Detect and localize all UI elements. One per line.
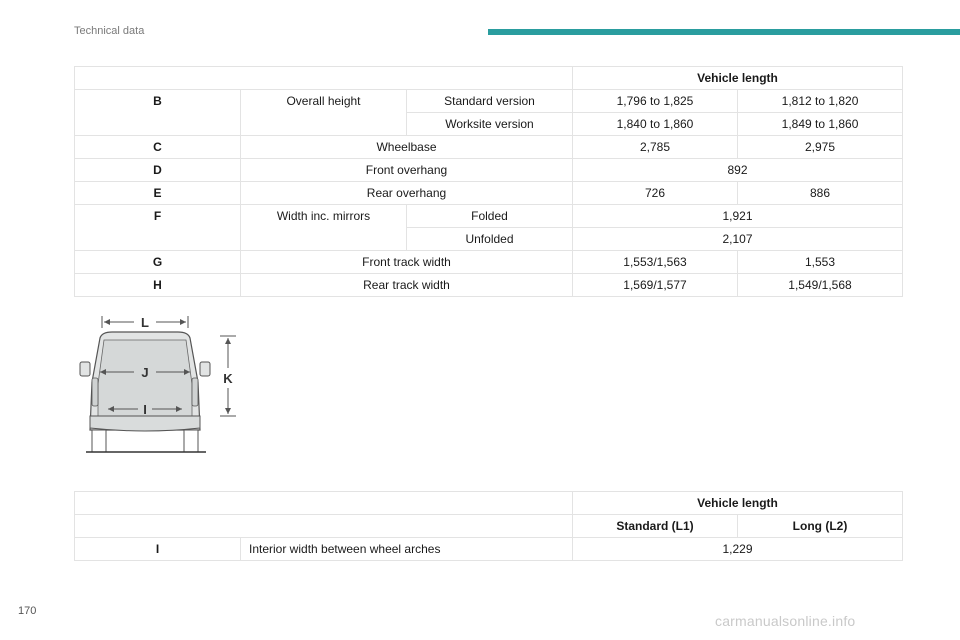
table-header-row bbox=[75, 67, 903, 90]
row-label: Wheelbase bbox=[241, 136, 573, 159]
dimension-label-i: I bbox=[143, 402, 147, 417]
row-value: 1,849 to 1,860 bbox=[738, 113, 903, 136]
row-key: B bbox=[75, 90, 241, 136]
row-key: E bbox=[75, 182, 241, 205]
dimension-label-l: L bbox=[141, 315, 149, 330]
row-value: 892 bbox=[573, 159, 903, 182]
row-value: 1,921 bbox=[573, 205, 903, 228]
row-value: 1,840 to 1,860 bbox=[573, 113, 738, 136]
table-row bbox=[75, 90, 903, 113]
row-value: 1,569/1,577 bbox=[573, 274, 738, 297]
row-value: 1,553/1,563 bbox=[573, 251, 738, 274]
vehicle-rear-dimension-diagram bbox=[78, 312, 238, 462]
table-row bbox=[75, 538, 903, 561]
row-label: Interior width between wheel arches bbox=[241, 538, 573, 561]
dimensions-table bbox=[74, 66, 903, 297]
row-value: 1,796 to 1,825 bbox=[573, 90, 738, 113]
table-header-row bbox=[75, 492, 903, 515]
header-accent-bar bbox=[488, 29, 960, 35]
table-row bbox=[75, 205, 903, 228]
header-blank-cell bbox=[75, 515, 573, 538]
header-blank-cell bbox=[75, 67, 573, 90]
row-sublabel: Standard version bbox=[407, 90, 573, 113]
row-value: 1,549/1,568 bbox=[738, 274, 903, 297]
table-row bbox=[75, 136, 903, 159]
row-value: 2,107 bbox=[573, 228, 903, 251]
row-key: H bbox=[75, 274, 241, 297]
row-label: Rear track width bbox=[241, 274, 573, 297]
row-value: 726 bbox=[573, 182, 738, 205]
watermark: carmanualsonline.info bbox=[715, 613, 856, 629]
column-header-long: Long (L2) bbox=[738, 515, 903, 538]
vehicle-length-header: Vehicle length bbox=[573, 492, 903, 515]
row-key: I bbox=[75, 538, 241, 561]
row-value: 886 bbox=[738, 182, 903, 205]
row-value: 1,553 bbox=[738, 251, 903, 274]
row-value: 1,812 to 1,820 bbox=[738, 90, 903, 113]
row-value: 2,975 bbox=[738, 136, 903, 159]
row-key: D bbox=[75, 159, 241, 182]
header-blank-cell bbox=[75, 492, 573, 515]
row-label: Rear overhang bbox=[241, 182, 573, 205]
vehicle-length-header: Vehicle length bbox=[573, 67, 903, 90]
row-value: 1,229 bbox=[573, 538, 903, 561]
row-value: 2,785 bbox=[573, 136, 738, 159]
table-row bbox=[75, 159, 903, 182]
row-sublabel: Folded bbox=[407, 205, 573, 228]
dimension-label-k: K bbox=[223, 371, 233, 386]
section-title: Technical data bbox=[74, 25, 145, 37]
row-key: G bbox=[75, 251, 241, 274]
column-header-standard: Standard (L1) bbox=[573, 515, 738, 538]
row-label: Overall height bbox=[241, 90, 407, 136]
table-row bbox=[75, 251, 903, 274]
dimension-label-j: J bbox=[141, 365, 149, 380]
table-row bbox=[75, 274, 903, 297]
interior-dimensions-table bbox=[74, 491, 903, 561]
table-row bbox=[75, 182, 903, 205]
page-number: 170 bbox=[18, 605, 37, 617]
row-label: Width inc. mirrors bbox=[241, 205, 407, 251]
row-sublabel: Unfolded bbox=[407, 228, 573, 251]
row-label: Front overhang bbox=[241, 159, 573, 182]
row-key: F bbox=[75, 205, 241, 251]
row-key: C bbox=[75, 136, 241, 159]
row-label: Front track width bbox=[241, 251, 573, 274]
table-header-row bbox=[75, 515, 903, 538]
row-sublabel: Worksite version bbox=[407, 113, 573, 136]
